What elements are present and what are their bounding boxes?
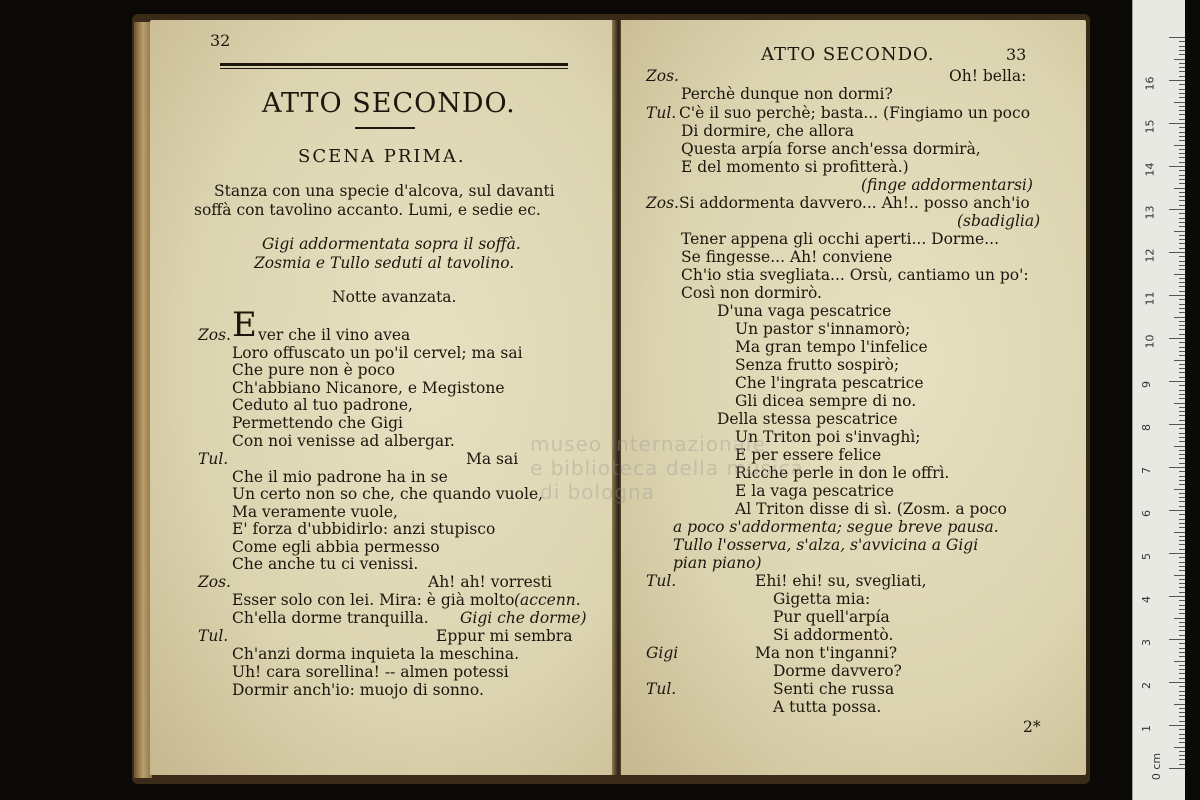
act-title: ATTO SECONDO. bbox=[262, 88, 516, 119]
verse-line: Gigetta mia: bbox=[773, 590, 871, 608]
ruler-tick bbox=[1179, 716, 1185, 717]
verse-line: Perchè dunque non dormi? bbox=[681, 85, 893, 103]
ruler-tick bbox=[1179, 170, 1185, 171]
ruler-tick bbox=[1179, 519, 1185, 520]
ruler-tick bbox=[1169, 768, 1185, 769]
ruler-tick bbox=[1179, 566, 1185, 567]
ruler-tick bbox=[1179, 527, 1185, 528]
ruler-tick bbox=[1179, 458, 1185, 459]
ruler-label: 7 bbox=[1140, 467, 1153, 474]
ruler-tick bbox=[1174, 231, 1185, 232]
ruler-tick bbox=[1179, 501, 1185, 502]
speaker-label: Zos. bbox=[198, 573, 231, 591]
ruler-tick bbox=[1174, 188, 1185, 189]
ruler-tick bbox=[1179, 734, 1185, 735]
ruler-tick bbox=[1179, 437, 1185, 438]
ruler-tick bbox=[1179, 286, 1185, 287]
ruler-tick bbox=[1179, 523, 1185, 524]
ruler-tick bbox=[1174, 532, 1185, 533]
ruler-tick bbox=[1169, 467, 1185, 468]
ruler-tick bbox=[1179, 308, 1185, 309]
ruler-tick bbox=[1179, 411, 1185, 412]
characters-direction-2: Zosmia e Tullo seduti al tavolino. bbox=[254, 254, 515, 272]
verse-line: Che pure non è poco bbox=[232, 361, 395, 379]
ruler-tick bbox=[1179, 764, 1185, 765]
verse-line: D'una vaga pescatrice bbox=[717, 302, 892, 320]
ruler-tick bbox=[1179, 218, 1185, 219]
verse-line: Eppur mi sembra bbox=[436, 627, 573, 645]
speaker-label: Tul. bbox=[646, 104, 677, 122]
ruler-tick bbox=[1174, 145, 1185, 146]
verse-line: E' forza d'ubbidirlo: anzi stupisco bbox=[232, 520, 496, 538]
verse-line: Ch'abbiano Nicanore, e Megistone bbox=[232, 379, 505, 397]
ruler-tick bbox=[1179, 248, 1185, 249]
inline-direction: (accenn. bbox=[514, 591, 581, 609]
ruler-tick bbox=[1179, 200, 1185, 201]
ruler-label: 11 bbox=[1143, 291, 1157, 306]
ruler-tick bbox=[1169, 295, 1185, 296]
stage-direction: Tullo l'osserva, s'alza, s'avvicina a Gigi bbox=[673, 536, 979, 554]
ruler-tick bbox=[1179, 312, 1185, 313]
ruler-tick bbox=[1179, 450, 1185, 451]
ruler-tick bbox=[1179, 686, 1185, 687]
ruler-tick bbox=[1179, 587, 1185, 588]
ruler-tick bbox=[1179, 759, 1185, 760]
speaker-label: Zos. bbox=[646, 194, 679, 212]
ruler-tick bbox=[1179, 89, 1185, 90]
verse-line: A tutta possa. bbox=[773, 698, 882, 716]
ruler-tick bbox=[1179, 480, 1185, 481]
left-page-number: 32 bbox=[210, 31, 231, 50]
verse-line: Che l'ingrata pescatrice bbox=[735, 374, 924, 392]
ruler-tick bbox=[1179, 278, 1185, 279]
ruler-tick bbox=[1179, 514, 1185, 515]
ruler-tick bbox=[1174, 489, 1185, 490]
speaker-label: Tul. bbox=[646, 680, 677, 698]
stage-direction: pian piano) bbox=[673, 554, 762, 572]
verse-line: Che anche tu ci venissi. bbox=[232, 555, 419, 573]
ruler-tick bbox=[1179, 149, 1185, 150]
ruler-tick bbox=[1179, 394, 1185, 395]
ruler-tick bbox=[1179, 476, 1185, 477]
ruler-tick bbox=[1179, 630, 1185, 631]
stage-direction: (finge addormentarsi) bbox=[861, 176, 1033, 194]
ruler-tick bbox=[1179, 415, 1185, 416]
ruler-tick bbox=[1179, 183, 1185, 184]
ruler-tick bbox=[1179, 136, 1185, 137]
ruler-tick bbox=[1179, 71, 1185, 72]
verse-line: E del momento si profitterà.) bbox=[681, 158, 909, 176]
ruler-tick bbox=[1174, 704, 1185, 705]
ruler-tick bbox=[1179, 321, 1185, 322]
speaker-label: Tul. bbox=[198, 450, 229, 468]
stage-direction-line-2: soffà con tavolino accanto. Lumi, e sedie ec. bbox=[194, 201, 541, 219]
verse-line: Tener appena gli occhi aperti... Dorme... bbox=[681, 230, 999, 248]
ruler-tick bbox=[1179, 673, 1185, 674]
ruler-tick bbox=[1179, 536, 1185, 537]
watermark-line-3: di bologna bbox=[540, 480, 655, 504]
ruler-label: 1 bbox=[1140, 725, 1153, 732]
ruler-tick bbox=[1179, 540, 1185, 541]
ruler-tick bbox=[1169, 166, 1185, 167]
speaker-label: Zos. bbox=[198, 326, 231, 344]
verse-line: Se fingesse... Ah! conviene bbox=[681, 248, 893, 266]
verse-line: Ma non t'inganni? bbox=[755, 644, 898, 662]
ruler-tick bbox=[1179, 678, 1185, 679]
ruler-label: 10 bbox=[1143, 334, 1157, 349]
speaker-label: Tul. bbox=[646, 572, 677, 590]
ruler-tick bbox=[1179, 54, 1185, 55]
watermark-line-2: e biblioteca della musica bbox=[530, 456, 804, 480]
ruler-tick bbox=[1179, 669, 1185, 670]
ruler-tick bbox=[1179, 329, 1185, 330]
watermark-line-1: museo internazionale bbox=[530, 432, 766, 456]
ruler-tick bbox=[1179, 484, 1185, 485]
verse-line: Dormir anch'io: muojo di sonno. bbox=[232, 681, 484, 699]
ruler-tick bbox=[1169, 553, 1185, 554]
ruler-label: 3 bbox=[1140, 639, 1153, 646]
ruler-tick bbox=[1179, 609, 1185, 610]
ruler-tick bbox=[1179, 179, 1185, 180]
ruler-tick bbox=[1179, 652, 1185, 653]
verse-line: Ma veramente vuole, bbox=[232, 503, 398, 521]
ruler-tick bbox=[1174, 446, 1185, 447]
ruler-label: 13 bbox=[1143, 205, 1157, 220]
ruler-tick bbox=[1179, 592, 1185, 593]
ruler-label: 9 bbox=[1140, 381, 1153, 388]
ruler-tick bbox=[1179, 742, 1185, 743]
ruler-tick bbox=[1179, 441, 1185, 442]
ruler-tick bbox=[1179, 695, 1185, 696]
ruler-tick bbox=[1169, 510, 1185, 511]
ruler-tick bbox=[1179, 243, 1185, 244]
ruler-tick bbox=[1179, 708, 1185, 709]
ruler-tick bbox=[1179, 557, 1185, 558]
verse-line: Ah! ah! vorresti bbox=[428, 573, 552, 591]
verse-line: Che il mio padrone ha in se bbox=[232, 468, 448, 486]
ruler-tick bbox=[1174, 403, 1185, 404]
ruler-tick bbox=[1169, 639, 1185, 640]
ruler-tick bbox=[1179, 269, 1185, 270]
ruler-tick bbox=[1179, 390, 1185, 391]
ruler-tick bbox=[1179, 368, 1185, 369]
verse-line: Uh! cara sorellina! -- almen potessi bbox=[232, 663, 509, 681]
verse-line: Senti che russa bbox=[773, 680, 895, 698]
ruler-tick bbox=[1179, 110, 1185, 111]
verse-line: E la vaga pescatrice bbox=[735, 482, 894, 500]
verse-line: Questa arpía forse anch'essa dormirà, bbox=[681, 140, 981, 158]
ruler-tick bbox=[1179, 76, 1185, 77]
ruler-tick bbox=[1179, 699, 1185, 700]
ruler-label: 4 bbox=[1140, 596, 1153, 603]
ruler-tick bbox=[1179, 622, 1185, 623]
ruler-tick bbox=[1179, 364, 1185, 365]
ruler-tick bbox=[1179, 291, 1185, 292]
ruler-tick bbox=[1174, 661, 1185, 662]
verse-line: Loro offuscato un po'il cervel; ma sai bbox=[232, 344, 523, 362]
ruler-tick bbox=[1179, 192, 1185, 193]
ruler-tick bbox=[1179, 196, 1185, 197]
ruler-tick bbox=[1179, 162, 1185, 163]
verse-line: Così non dormirò. bbox=[681, 284, 822, 302]
verse-line: Un certo non so che, che quando vuole, bbox=[232, 485, 544, 503]
verse-line: Con noi venisse ad albergar. bbox=[232, 432, 455, 450]
verse-line: Gli dicea sempre di no. bbox=[735, 392, 917, 410]
ruler-tick bbox=[1179, 175, 1185, 176]
ruler-label: 6 bbox=[1140, 510, 1153, 517]
ruler-unit: 0 cm bbox=[1150, 752, 1164, 781]
ruler-tick bbox=[1179, 334, 1185, 335]
ruler-tick bbox=[1179, 97, 1185, 98]
verse-line: Come egli abbia permesso bbox=[232, 538, 440, 556]
verse-line: Un Triton poi s'invaghì; bbox=[735, 428, 921, 446]
ruler-tick bbox=[1179, 738, 1185, 739]
speaker-label: Zos. bbox=[646, 67, 679, 85]
verse-line: Esser solo con lei. Mira: è già molto bbox=[232, 591, 515, 609]
ruler-tick bbox=[1169, 381, 1185, 382]
ruler-tick bbox=[1174, 317, 1185, 318]
left-page bbox=[150, 20, 615, 775]
ruler-tick bbox=[1179, 691, 1185, 692]
ruler-tick bbox=[1179, 325, 1185, 326]
ruler-tick bbox=[1174, 618, 1185, 619]
verse-line: Oh! bella: bbox=[949, 67, 1027, 85]
ruler-tick bbox=[1179, 605, 1185, 606]
ruler-tick bbox=[1179, 93, 1185, 94]
ruler-tick bbox=[1179, 420, 1185, 421]
ruler-tick bbox=[1169, 37, 1185, 38]
characters-direction-1: Gigi addormentata sopra il soffà. bbox=[262, 235, 521, 253]
ruler-tick bbox=[1169, 596, 1185, 597]
title-underline bbox=[355, 127, 415, 129]
ruler-tick bbox=[1179, 304, 1185, 305]
stage-direction: a poco s'addormenta; segue breve pausa. bbox=[673, 518, 999, 536]
ruler-tick bbox=[1179, 454, 1185, 455]
ruler-tick bbox=[1179, 751, 1185, 752]
ruler-tick bbox=[1179, 407, 1185, 408]
verse-line: Ch'ella dorme tranquilla. bbox=[232, 609, 429, 627]
ruler-tick bbox=[1179, 755, 1185, 756]
ruler-tick bbox=[1179, 471, 1185, 472]
ruler-tick bbox=[1179, 261, 1185, 262]
ruler-label: 2 bbox=[1140, 682, 1153, 689]
ruler-tick bbox=[1174, 274, 1185, 275]
verse-line: C'è il suo perchè; basta... (Fingiamo un poco bbox=[679, 104, 1031, 122]
ruler-tick bbox=[1179, 132, 1185, 133]
stage-direction: (sbadiglia) bbox=[957, 212, 1041, 230]
verse-line: Della stessa pescatrice bbox=[717, 410, 898, 428]
measuring-ruler bbox=[1132, 0, 1185, 800]
ruler-tick bbox=[1179, 648, 1185, 649]
verse-line: Un pastor s'innamorò; bbox=[735, 320, 911, 338]
ruler-label: 14 bbox=[1143, 162, 1157, 177]
verse-line: Ch'io stia svegliata... Orsù, cantiamo un po': bbox=[681, 266, 1029, 284]
ruler-tick bbox=[1179, 493, 1185, 494]
verse-line: Si addormenta davvero... Ah!.. posso anch'io bbox=[679, 194, 1030, 212]
ruler-tick bbox=[1179, 140, 1185, 141]
verse-line: Senza frutto sospirò; bbox=[735, 356, 900, 374]
ruler-tick bbox=[1179, 626, 1185, 627]
ruler-tick bbox=[1179, 213, 1185, 214]
ruler-tick bbox=[1179, 63, 1185, 64]
ruler-tick bbox=[1169, 123, 1185, 124]
ruler-tick bbox=[1179, 544, 1185, 545]
verse-line: Ch'anzi dorma inquieta la meschina. bbox=[232, 645, 519, 663]
ruler-tick bbox=[1169, 725, 1185, 726]
ruler-tick bbox=[1179, 50, 1185, 51]
ruler-tick bbox=[1179, 355, 1185, 356]
verse-line: Si addormentò. bbox=[773, 626, 894, 644]
verse-line: Di dormire, che allora bbox=[681, 122, 854, 140]
verse-line: Ricche perle in don le offrì. bbox=[735, 464, 950, 482]
header-rule-thin bbox=[220, 68, 568, 69]
verse-line: E per essere felice bbox=[735, 446, 882, 464]
ruler-tick bbox=[1179, 506, 1185, 507]
header-rule bbox=[220, 63, 568, 66]
ruler-tick bbox=[1179, 433, 1185, 434]
ruler-tick bbox=[1179, 157, 1185, 158]
ruler-label: 15 bbox=[1143, 119, 1157, 134]
right-page bbox=[621, 20, 1086, 775]
ruler-tick bbox=[1179, 351, 1185, 352]
ruler-tick bbox=[1179, 84, 1185, 85]
ruler-tick bbox=[1179, 583, 1185, 584]
ruler-tick bbox=[1179, 656, 1185, 657]
stage-direction-line-1: Stanza con una specie d'alcova, sul davanti bbox=[214, 182, 555, 200]
ruler-tick bbox=[1179, 549, 1185, 550]
ruler-tick bbox=[1179, 613, 1185, 614]
ruler-tick bbox=[1179, 235, 1185, 236]
ruler-tick bbox=[1179, 222, 1185, 223]
ruler-tick bbox=[1169, 252, 1185, 253]
verse-line: Ceduto al tuo padrone, bbox=[232, 396, 413, 414]
ruler-tick bbox=[1179, 46, 1185, 47]
ruler-tick bbox=[1179, 347, 1185, 348]
ruler-tick bbox=[1179, 114, 1185, 115]
ruler-tick bbox=[1179, 239, 1185, 240]
verse-line: Ma sai bbox=[466, 450, 519, 468]
ruler-tick bbox=[1179, 265, 1185, 266]
ruler-tick bbox=[1179, 712, 1185, 713]
ruler-tick bbox=[1179, 119, 1185, 120]
ruler-tick bbox=[1179, 226, 1185, 227]
ruler-tick bbox=[1179, 398, 1185, 399]
inline-direction: Gigi che dorme) bbox=[460, 609, 587, 627]
ruler-tick bbox=[1179, 463, 1185, 464]
ruler-tick bbox=[1179, 497, 1185, 498]
ruler-tick bbox=[1179, 342, 1185, 343]
ruler-tick bbox=[1174, 747, 1185, 748]
ruler-tick bbox=[1179, 428, 1185, 429]
verse-line: Dorme davvero? bbox=[773, 662, 902, 680]
ruler-tick bbox=[1179, 153, 1185, 154]
ruler-tick bbox=[1174, 59, 1185, 60]
ruler-tick bbox=[1179, 579, 1185, 580]
verse-line: ver che il vino avea bbox=[258, 326, 411, 344]
ruler-tick bbox=[1179, 106, 1185, 107]
speaker-label: Tul. bbox=[198, 627, 229, 645]
ruler-tick bbox=[1174, 360, 1185, 361]
ruler-tick bbox=[1179, 600, 1185, 601]
ruler-tick bbox=[1179, 570, 1185, 571]
ruler-label: 5 bbox=[1140, 553, 1153, 560]
drop-cap: E bbox=[232, 305, 257, 345]
right-page-number: 33 bbox=[1006, 45, 1027, 64]
ruler-tick bbox=[1179, 665, 1185, 666]
ruler-tick bbox=[1169, 209, 1185, 210]
ruler-tick bbox=[1169, 80, 1185, 81]
verse-line: Pur quell'arpía bbox=[773, 608, 890, 626]
ruler-tick bbox=[1179, 635, 1185, 636]
verse-line: Ma gran tempo l'infelice bbox=[735, 338, 928, 356]
ruler-tick bbox=[1174, 575, 1185, 576]
ruler-tick bbox=[1179, 385, 1185, 386]
running-head: ATTO SECONDO. bbox=[761, 44, 935, 65]
ruler-tick bbox=[1169, 338, 1185, 339]
verse-line: Ehi! ehi! su, svegliati, bbox=[755, 572, 927, 590]
ruler-tick bbox=[1179, 372, 1185, 373]
ruler-tick bbox=[1169, 424, 1185, 425]
time-note: Notte avanzata. bbox=[332, 288, 457, 306]
ruler-tick bbox=[1179, 721, 1185, 722]
verse-line: Al Triton disse di sì. (Zosm. a poco bbox=[735, 500, 1007, 518]
ruler-label: 8 bbox=[1140, 424, 1153, 431]
ruler-tick bbox=[1179, 299, 1185, 300]
speaker-label: Gigi bbox=[646, 644, 679, 662]
signature-mark: 2* bbox=[1023, 718, 1041, 736]
ruler-tick bbox=[1169, 682, 1185, 683]
ruler-label: 12 bbox=[1143, 248, 1157, 263]
ruler-tick bbox=[1179, 643, 1185, 644]
ruler-tick bbox=[1179, 205, 1185, 206]
ruler-tick bbox=[1179, 729, 1185, 730]
ruler-tick bbox=[1179, 282, 1185, 283]
verse-line: Permettendo che Gigi bbox=[232, 414, 403, 432]
ruler-tick bbox=[1179, 127, 1185, 128]
ruler-tick bbox=[1179, 67, 1185, 68]
ruler-tick bbox=[1179, 256, 1185, 257]
ruler-tick bbox=[1174, 102, 1185, 103]
ruler-tick bbox=[1179, 377, 1185, 378]
ruler-tick bbox=[1179, 41, 1185, 42]
ruler-tick bbox=[1179, 562, 1185, 563]
scene-title: SCENA PRIMA. bbox=[298, 146, 466, 167]
ruler-label: 16 bbox=[1143, 76, 1157, 91]
